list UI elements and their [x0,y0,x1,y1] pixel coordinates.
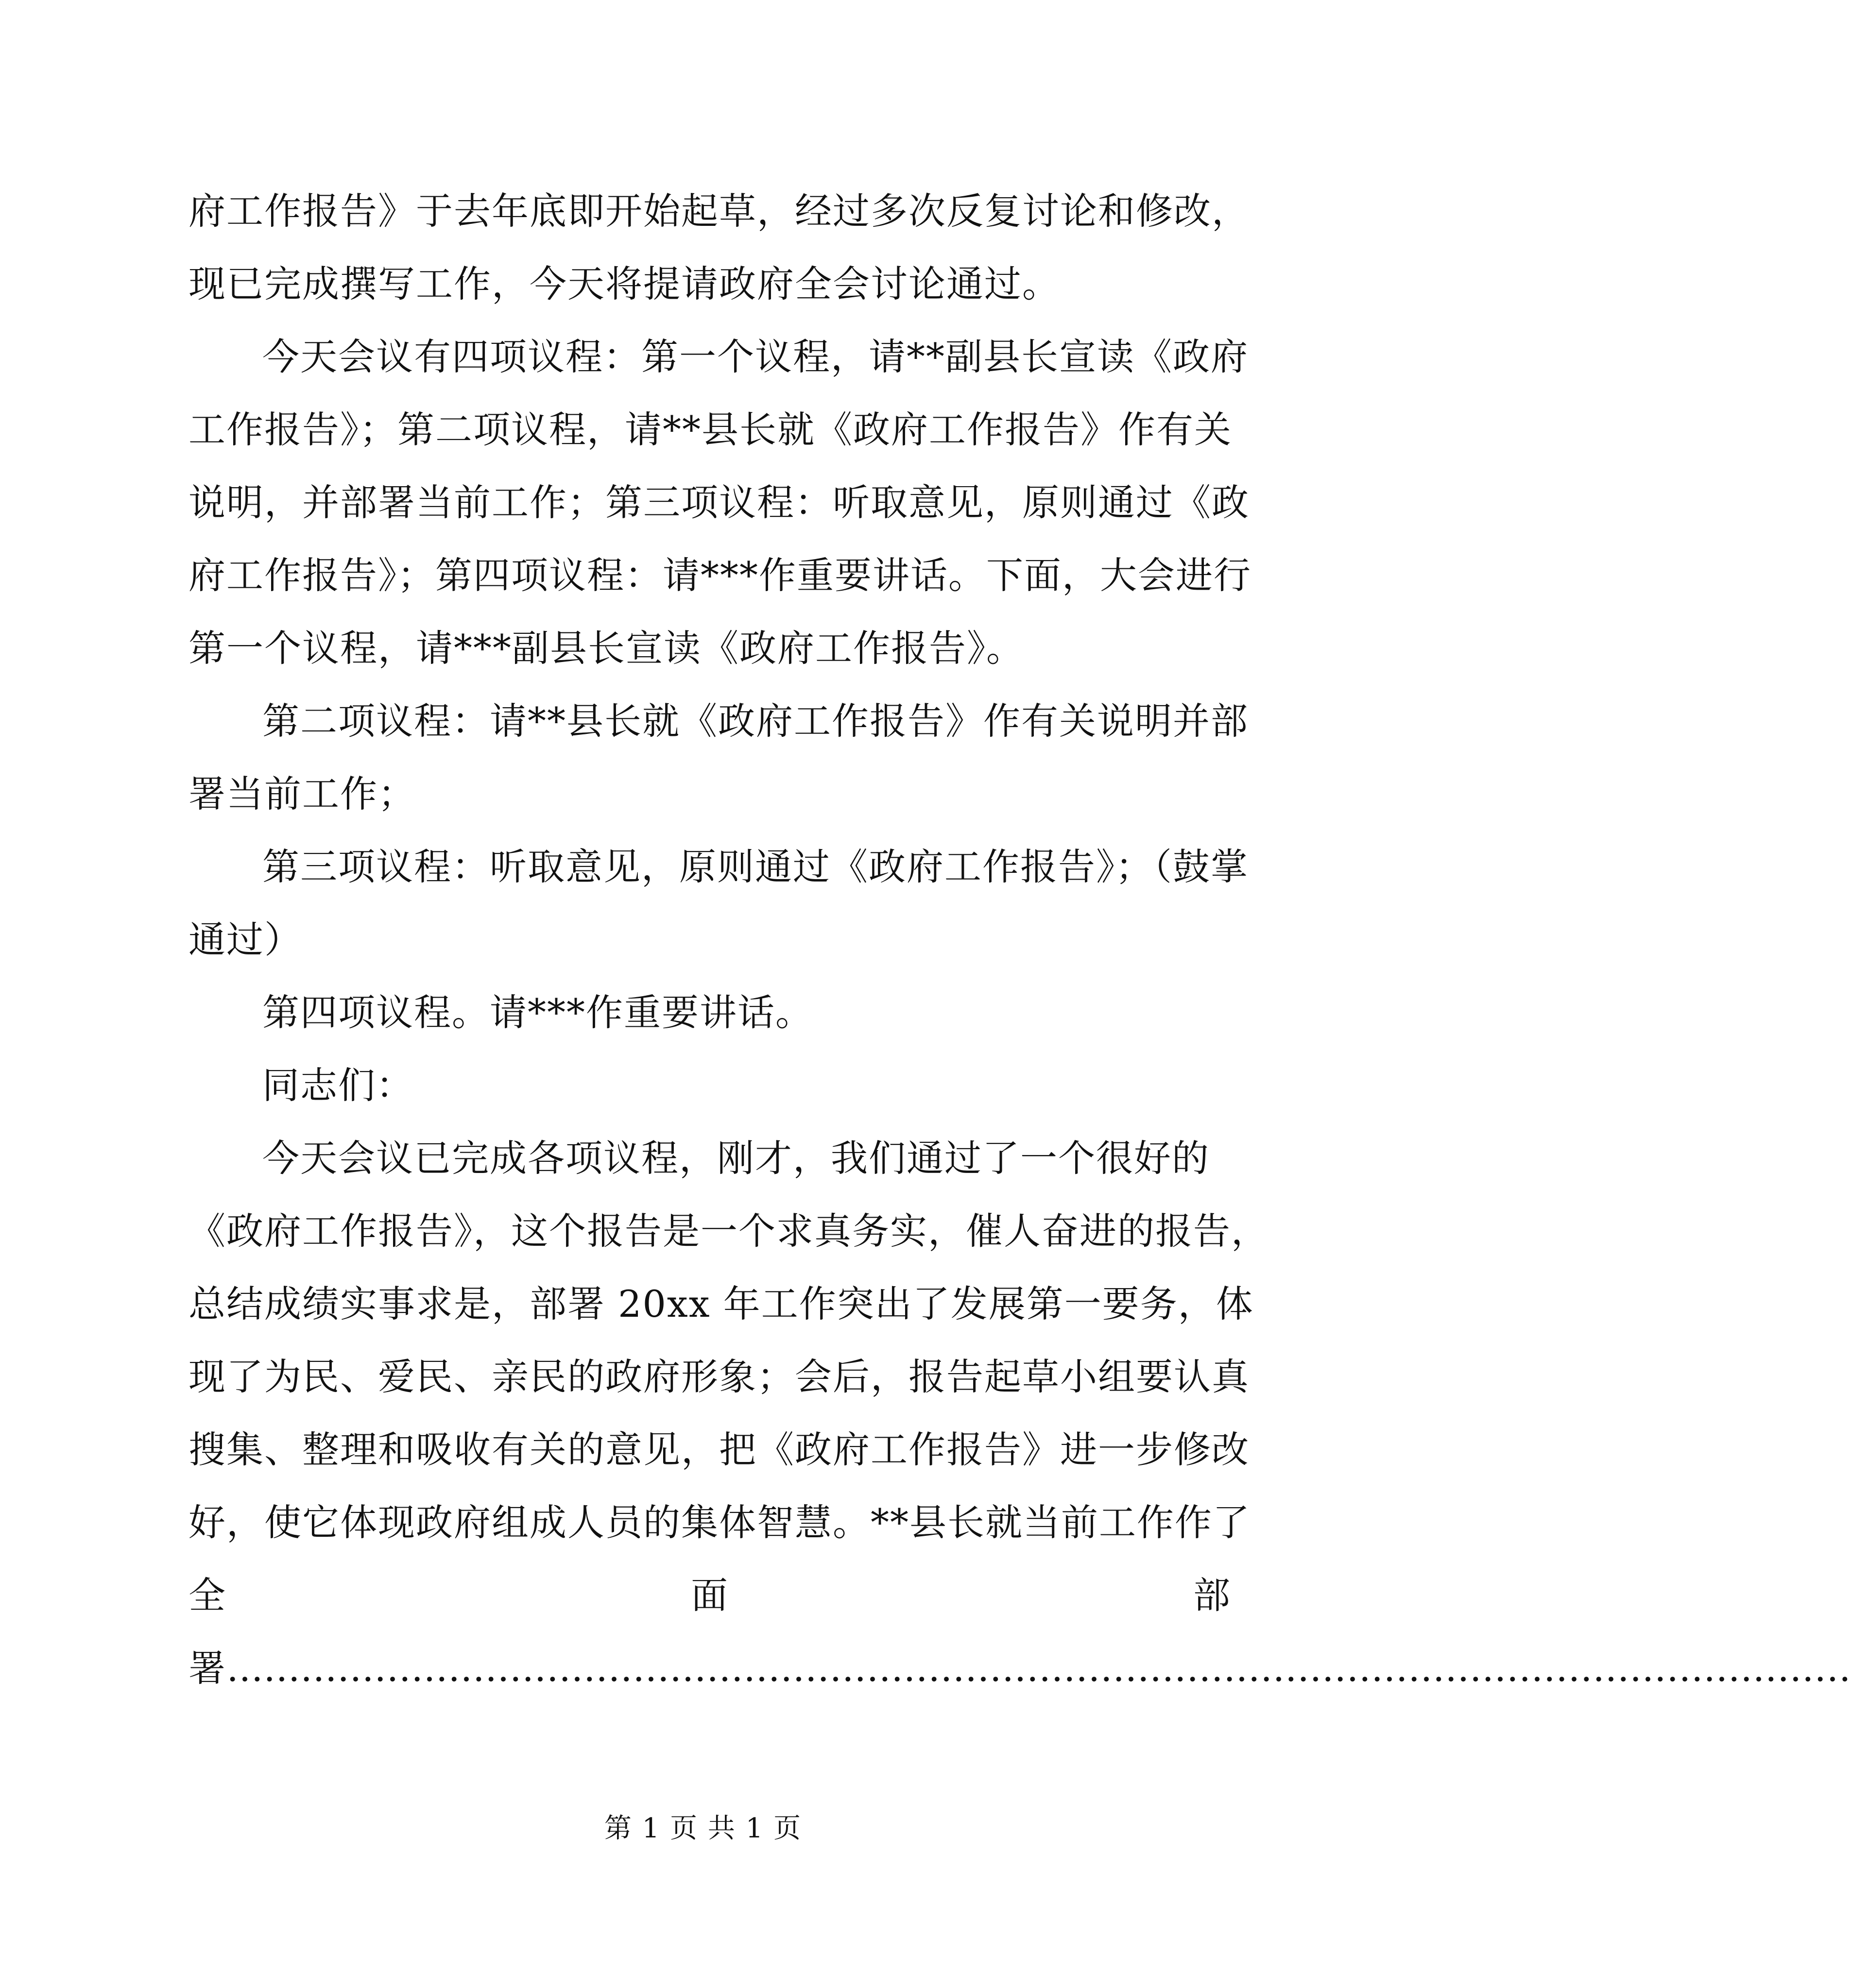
line-text: 第二项议程：请**县长就《政府工作报告》作有关说明并部 [262,699,1249,743]
line-text: 署 [189,1647,226,1690]
body-line [189,1353,1250,1401]
dot-leader: …………………………………………………………………………………………………………………… [226,1647,1851,1690]
body-line [189,187,1250,236]
line-text: 通过） [189,918,302,961]
line-text: 府工作报告》；第四项议程：请***作重要讲话。下面，大会进行 [189,554,1251,597]
body-line [189,1426,1250,1474]
body-line [189,406,1231,454]
line-text: 总结成绩实事求是，部署 20xx 年工作突出了发展第一要务，体 [189,1282,1254,1325]
body-line [189,1498,1251,1547]
body-line [189,478,1250,527]
page-footer [0,1812,1406,1846]
line-text: 同志们： [262,1064,414,1107]
paragraph-start-line [189,333,1249,381]
body-line [189,770,1231,818]
body-line [189,260,1231,308]
line-text: 今天会议有四项议程：第一个议程，请**副县长宣读《政府 [262,335,1249,378]
line-text: 现已完成撰写工作，今天将提请政府全会讨论通过。 [189,262,1060,306]
body-line [189,551,1251,600]
spread-word: 面 [691,1574,729,1617]
body-line [189,916,1231,964]
paragraph-start-line [189,697,1249,746]
spread-line [189,1571,1231,1620]
line-text: 《政府工作报告》，这个报告是一个求真务实，催人奋进的报告， [189,1209,1269,1253]
line-text: 府工作报告》于去年底即开始起草，经过多次反复讨论和修改， [189,189,1250,233]
spread-word: 部 [1193,1574,1231,1617]
paragraph-start-line [189,1134,1231,1183]
salutation-line [189,1061,1231,1110]
line-text: 现了为民、爱民、亲民的政府形象；会后，报告起草小组要认真 [189,1355,1250,1398]
page-number-label: 第 1 页 共 1 页 [604,1813,802,1844]
body-line [189,624,1231,673]
body-line [189,1207,1269,1256]
line-text: 第三项议程：听取意见，原则通过《政府工作报告》；（鼓掌 [262,845,1249,888]
leader-line [189,1644,1851,1693]
paragraph-start-line [189,988,1231,1037]
paragraph-start-line [189,843,1249,891]
spread-word: 全 [189,1574,226,1617]
line-text: 署当前工作； [189,772,416,816]
line-text: 说明，并部署当前工作；第三项议程：听取意见，原则通过《政 [189,481,1250,524]
line-text: 今天会议已完成各项议程，刚才，我们通过了一个很好的 [262,1137,1210,1180]
line-text: 第四项议程。请***作重要讲话。 [262,991,813,1034]
line-text: 好，使它体现政府组成人员的集体智慧。**县长就当前工作作了 [189,1501,1251,1544]
line-text: 工作报告》；第二项议程，请**县长就《政府工作报告》作有关 [189,408,1232,451]
line-text: 搜集、整理和吸收有关的意见，把《政府工作报告》进一步修改 [189,1428,1250,1471]
line-text: 第一个议程，请***副县长宣读《政府工作报告》。 [189,627,1024,670]
body-line [189,1280,1254,1328]
